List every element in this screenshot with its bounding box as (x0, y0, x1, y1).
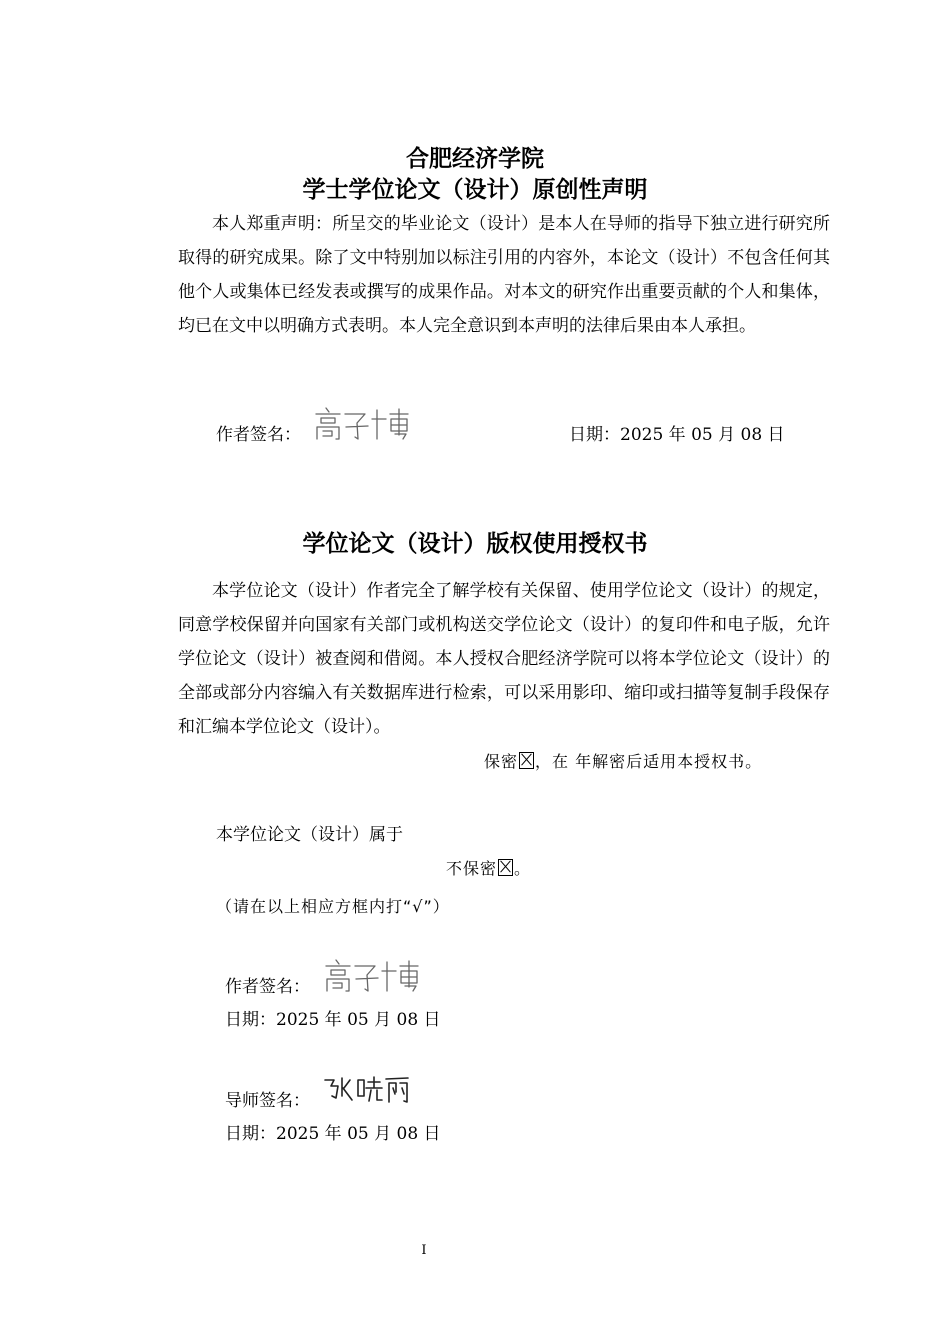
authorization-author-label: 作者签名： (225, 977, 310, 997)
authorization-author-date: 日期：2025 年 05 月 08 日 (225, 1010, 441, 1030)
not-secret-checkbox[interactable] (498, 859, 513, 876)
declaration-date: 日期：2025 年 05 月 08 日 (569, 425, 785, 445)
declaration-author-label: 作者签名： (216, 425, 301, 445)
secret-option: 保密 ，在 年解密后适用本授权书。 (484, 752, 763, 771)
authorization-author-signature (322, 958, 422, 998)
checkbox-instruction: （请在以上相应方框内打“√”） (216, 897, 450, 916)
school-name: 合肥经济学院 (406, 145, 544, 172)
page-number: I (421, 1243, 427, 1258)
declaration-title: 学士学位论文（设计）原创性声明 (302, 176, 648, 203)
secret-checkbox[interactable] (519, 752, 534, 769)
authorization-title: 学位论文（设计）版权使用授权书 (302, 530, 648, 557)
declaration-body: 本人郑重声明：所呈交的毕业论文（设计）是本人在导师的指导下独立进行研究所取得的研究成果。除了文中特别加以标注引用的内容外，本论文（设计）不包含任何其他个人或集体已经发表或撰写的成果作品。对本文的研究作出重要贡献的个人和集体，均已在文中以明确方式表明。本人完全意识到本声明的法律后果由本人承担。 (178, 214, 830, 336)
advisor-label: 导师签名： (225, 1091, 310, 1111)
not-secret-option: 不保密 。 (446, 859, 532, 878)
belongs-label: 本学位论文（设计）属于 (216, 825, 403, 845)
declaration-author-signature (312, 406, 412, 446)
authorization-body: 本学位论文（设计）作者完全了解学校有关保留、使用学位论文（设计）的规定，同意学校保留并向国家有关部门或机构送交学位论文（设计）的复印件和电子版，允许学位论文（设计）被查阅和借阅。本人授权合肥经济学院可以将本学位论文（设计）的全部或部分内容编入有关数据库进行检索，可以采用影印、缩印或扫描等复制手段保存和汇编本学位论文（设计）。 (178, 581, 830, 737)
advisor-signature (322, 1074, 412, 1110)
advisor-date: 日期：2025 年 05 月 08 日 (225, 1124, 441, 1144)
